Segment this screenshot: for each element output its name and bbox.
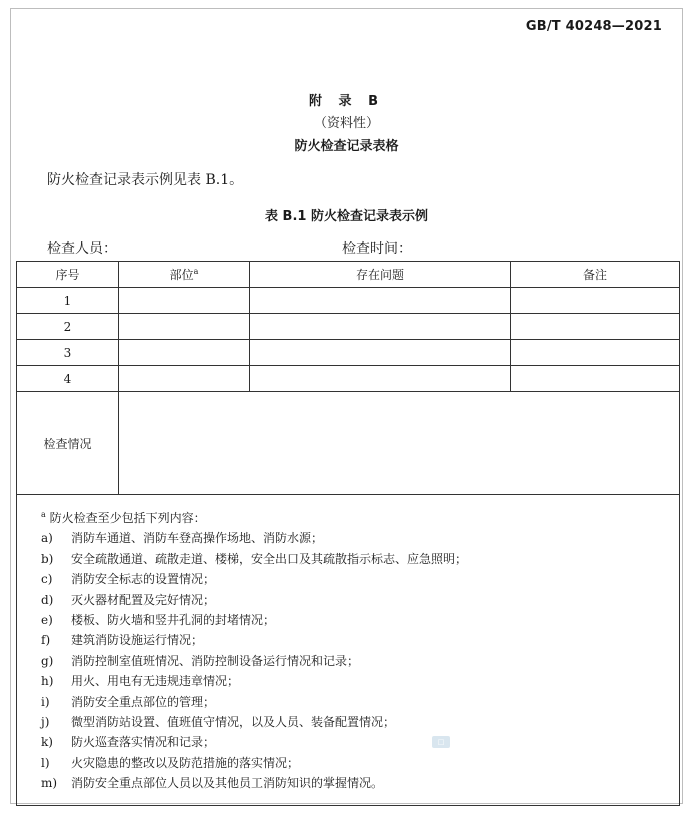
notes-cell	[17, 495, 680, 806]
table-row	[17, 288, 680, 314]
note-item	[41, 549, 679, 569]
location-cell[interactable]	[119, 340, 250, 366]
note-item-label: g)	[41, 653, 54, 668]
issue-cell[interactable]	[250, 366, 511, 392]
note-item-text: 消防控制室值班情况、消防控制设备运行情况和记录；	[71, 653, 360, 668]
footnote-mark: a	[193, 267, 199, 276]
notes-heading	[41, 505, 679, 528]
note-item-text: 微型消防站设置、值班值守情况，以及人员、装备配置情况；	[71, 715, 396, 730]
note-item-label: k)	[41, 735, 53, 750]
note-item-label: l)	[41, 755, 50, 770]
note-item	[41, 610, 679, 630]
issue-cell[interactable]	[250, 314, 511, 340]
note-item-text: 消防车通道、消防车登高操作场地、消防水源；	[71, 531, 324, 546]
row-number: 3	[17, 340, 119, 366]
remark-cell[interactable]	[511, 288, 680, 314]
intro-text: 防火检查记录表示例见表 B.1。	[47, 172, 244, 188]
note-item	[41, 732, 679, 752]
document-page	[10, 8, 683, 804]
appendix-nature: （资料性）	[313, 116, 379, 131]
note-item-text: 用火、用电有无违规违章情况；	[71, 674, 240, 689]
watermark-stamp-icon: □	[432, 736, 450, 748]
note-item-text: 楼板、防火墙和竖井孔洞的封堵情况；	[71, 613, 276, 628]
situation-content-cell[interactable]	[119, 392, 680, 495]
inspection-time-field-label: 检查时间：	[342, 241, 412, 257]
appendix-title: 防火检查记录表格	[294, 139, 399, 154]
standard-code: GB/T 40248—2021	[525, 19, 662, 34]
note-item-text: 消防安全标志的设置情况；	[71, 572, 216, 587]
row-number: 1	[17, 288, 119, 314]
table-row	[17, 340, 680, 366]
remark-cell[interactable]	[511, 366, 680, 392]
issue-cell[interactable]	[250, 288, 511, 314]
location-cell[interactable]	[119, 314, 250, 340]
note-item-text: 建筑消防设施运行情况；	[71, 633, 204, 648]
remark-cell[interactable]	[511, 340, 680, 366]
note-item-text: 消防安全重点部位的管理；	[71, 694, 216, 709]
table-caption: 表 B.1 防火检查记录表示例	[265, 209, 428, 224]
note-item-text: 防火巡查落实情况和记录；	[71, 735, 216, 750]
table-row	[17, 314, 680, 340]
note-item	[41, 692, 679, 712]
note-item-label: h)	[41, 674, 54, 689]
location-cell[interactable]	[119, 288, 250, 314]
header-location	[119, 262, 250, 288]
inspection-record-table	[16, 261, 680, 806]
table-row	[17, 366, 680, 392]
inspector-field-label: 检查人员：	[47, 241, 117, 257]
table-header-row	[17, 262, 680, 288]
note-item	[41, 753, 679, 773]
location-cell[interactable]	[119, 366, 250, 392]
issue-cell[interactable]	[250, 340, 511, 366]
note-item-label: d)	[41, 592, 54, 607]
note-item-text: 火灾隐患的整改以及防范措施的落实情况；	[71, 755, 300, 770]
note-item-label: c)	[41, 572, 53, 587]
note-item	[41, 773, 679, 793]
note-item-label: b)	[41, 551, 54, 566]
note-item-text: 安全疏散通道、疏散走道、楼梯，安全出口及其疏散指示标志、应急照明；	[71, 551, 468, 566]
note-item	[41, 528, 679, 548]
note-item-text: 消防安全重点部位人员以及其他员工消防知识的掌握情况。	[71, 776, 384, 791]
note-item-label: f)	[41, 633, 51, 648]
footnote-mark: a	[41, 510, 46, 519]
note-item	[41, 671, 679, 691]
note-item-label: m)	[41, 776, 58, 791]
situation-label: 检查情况	[17, 392, 119, 495]
note-item-label: e)	[41, 613, 53, 628]
row-number: 2	[17, 314, 119, 340]
inspection-situation-row	[17, 392, 680, 495]
note-item-label: i)	[41, 694, 50, 709]
remark-cell[interactable]	[511, 314, 680, 340]
header-seq: 序号	[17, 262, 119, 288]
note-item-label: a)	[41, 531, 53, 546]
note-item	[41, 712, 679, 732]
header-location-text: 部位	[169, 268, 194, 282]
header-issues: 存在问题	[250, 262, 511, 288]
header-remarks: 备注	[511, 262, 680, 288]
note-item	[41, 630, 679, 650]
note-item	[41, 569, 679, 589]
row-number: 4	[17, 366, 119, 392]
note-item	[41, 590, 679, 610]
note-item	[41, 651, 679, 671]
notes-row	[17, 495, 680, 806]
note-item-label: j)	[41, 715, 50, 730]
notes-heading-text: 防火检查至少包括下列内容：	[49, 511, 206, 525]
note-item-text: 灭火器材配置及完好情况；	[71, 592, 216, 607]
appendix-label: 附 录 B	[309, 94, 384, 109]
